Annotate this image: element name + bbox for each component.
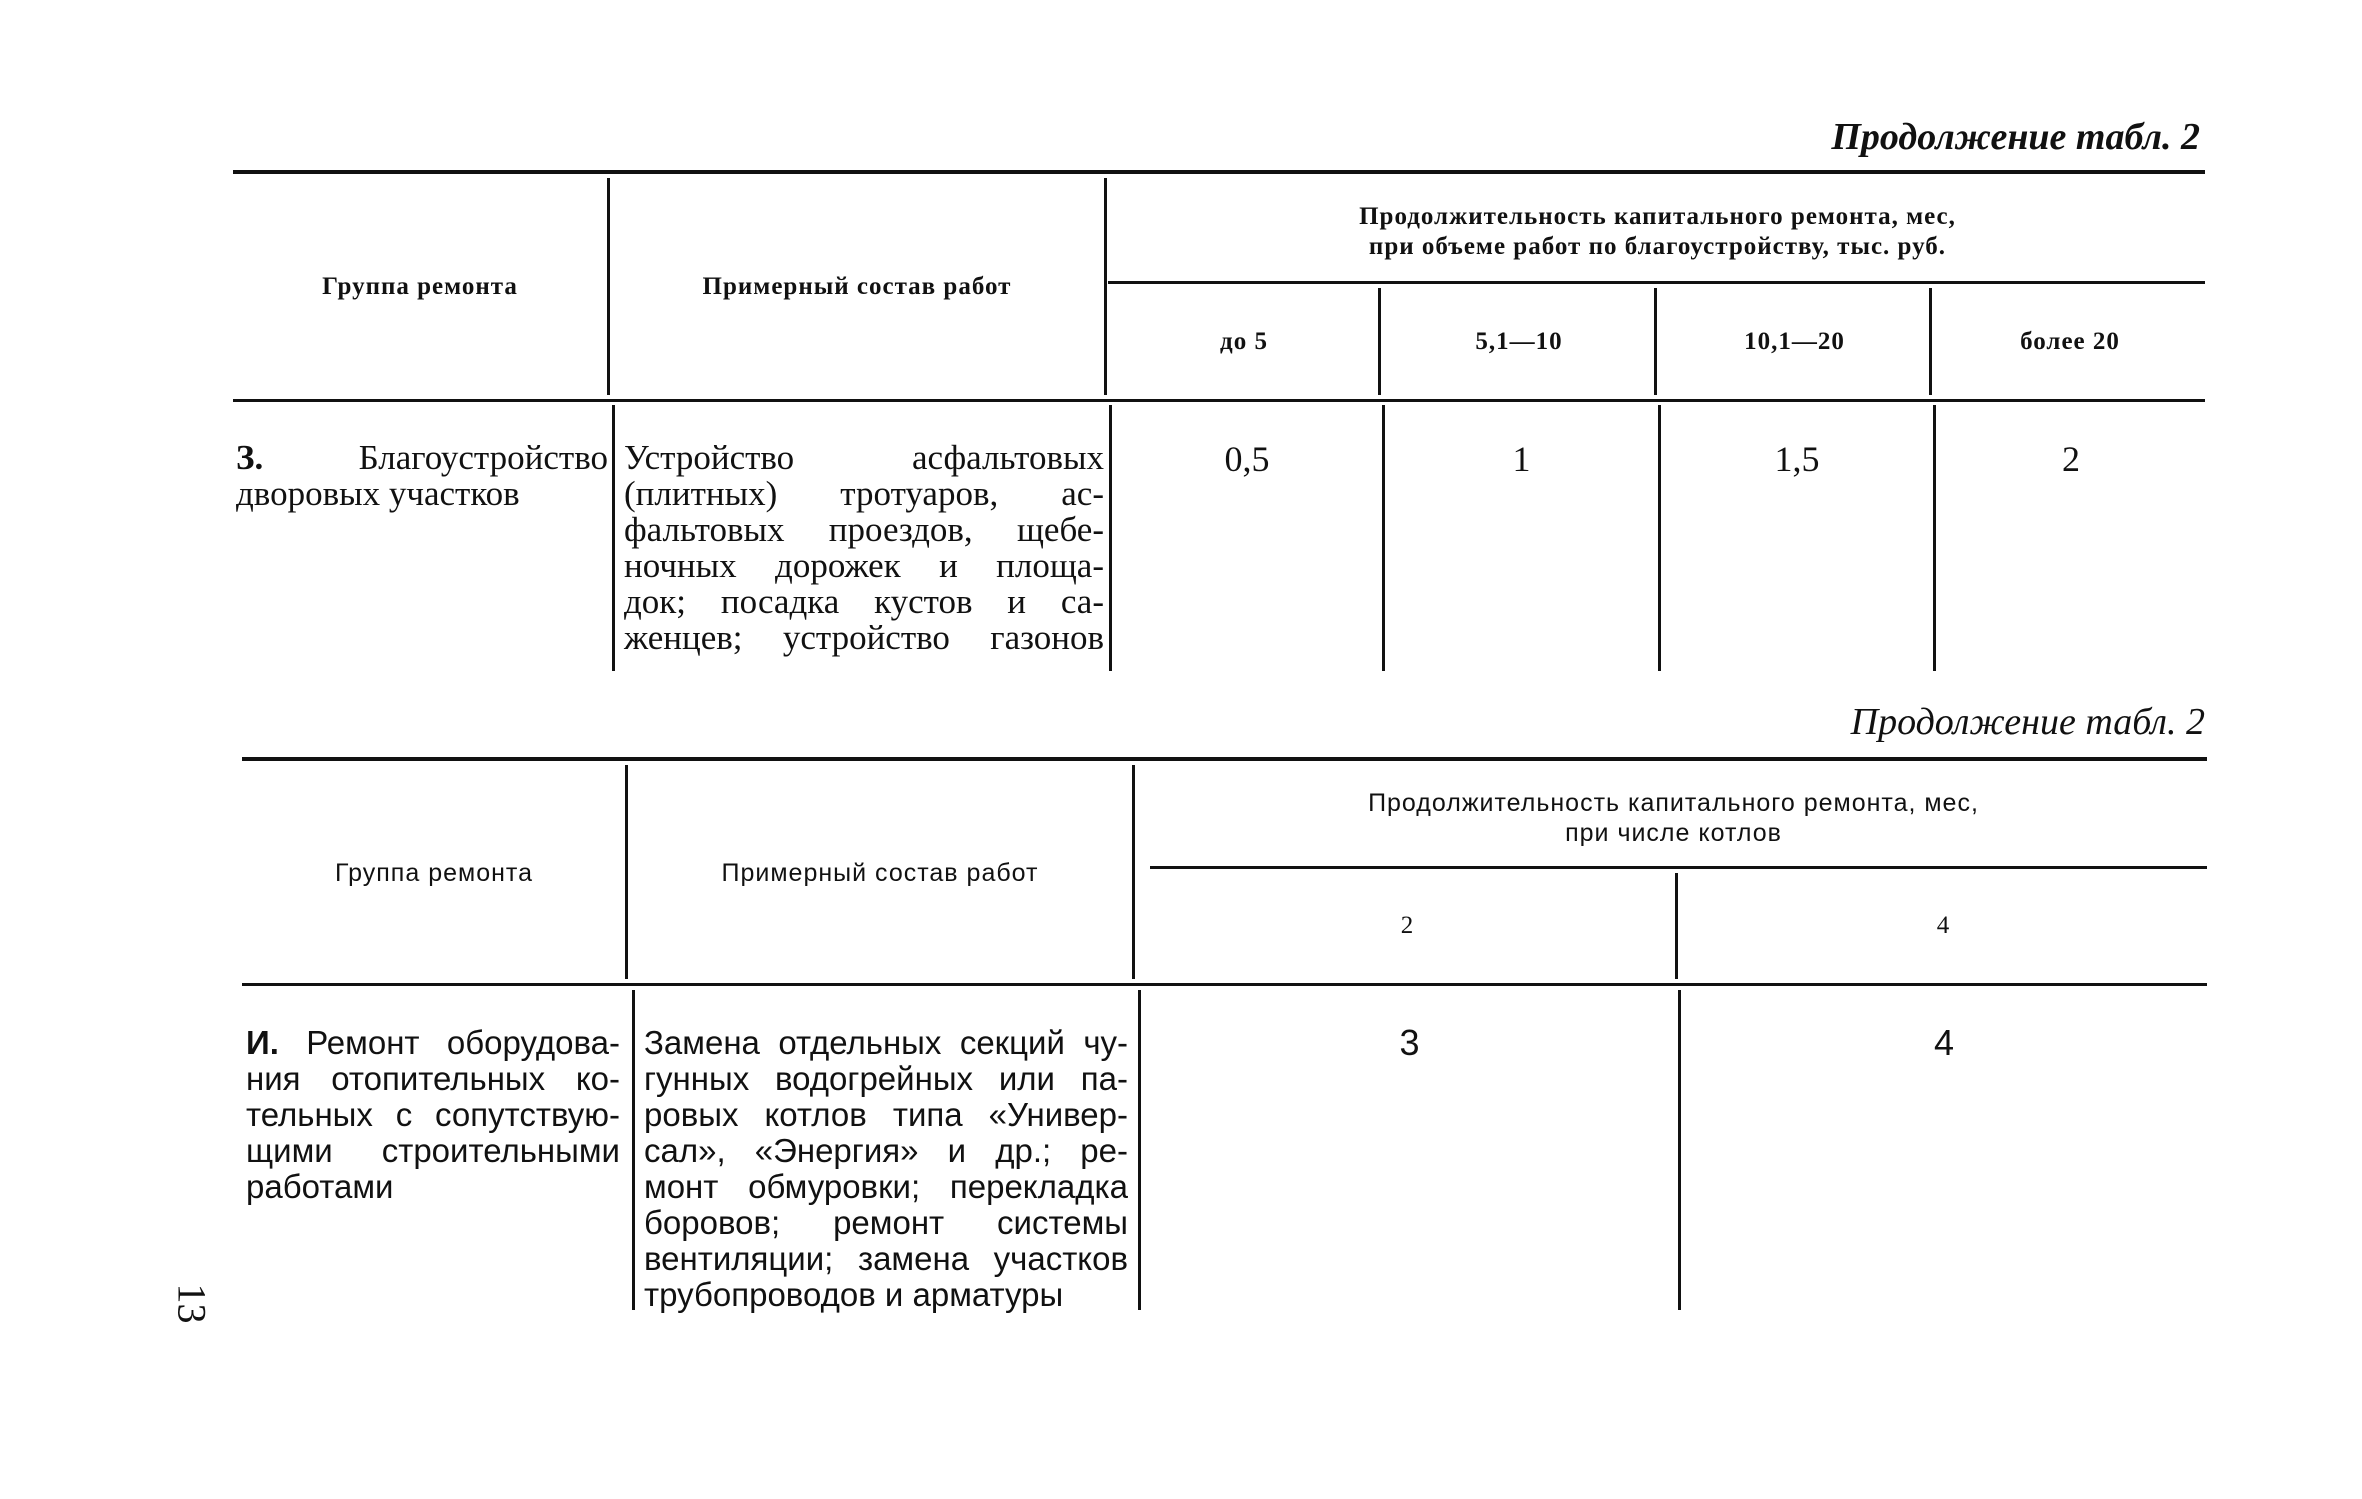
works-line: ровых котлов типа «Универ- [644, 1096, 1128, 1133]
table-2-header-col: 4 [1936, 912, 1951, 939]
works-line: женцев; устройство газонов [624, 618, 1104, 657]
table-1-row-works [624, 440, 1104, 656]
works-line: Замена отдельных секций чу- [644, 1024, 1128, 1061]
table-1-col-divider [1104, 178, 1107, 395]
table-1-header-group: Группа ремонта [322, 273, 518, 300]
table-2-header-col: 2 [1400, 912, 1415, 939]
table-2-group-line: тельных с сопутствую- [246, 1096, 620, 1133]
table-1-header-duration-line1: Продолжительность капитального ремонта, мес, [1359, 203, 1956, 230]
table-2-group-line: Ремонт оборудова- [306, 1024, 620, 1061]
works-line: фальтовых проездов, щебе- [624, 510, 1104, 549]
table-2-value: 4 [1933, 1022, 1955, 1063]
table-2-header-duration-line1: Продолжительность капитального ремонта, мес, [1368, 789, 1979, 817]
table-2-header-duration-line2: при числе котлов [1565, 819, 1782, 847]
table-2-group-line: работами [246, 1168, 394, 1205]
table-1-value: 0,5 [1224, 439, 1270, 479]
table-1-header-col: более 20 [2020, 328, 2120, 355]
table-2-value: 3 [1399, 1022, 1420, 1063]
works-line: вентиляции; замена участков [644, 1240, 1128, 1277]
table-1-header-works: Примерный состав работ [702, 273, 1012, 300]
works-line: боровов; ремонт системы [644, 1204, 1128, 1241]
table-2-header-group: Группа ремонта [335, 858, 533, 887]
table-1-subheader-rule [1108, 281, 2205, 284]
table-1-col-divider [612, 405, 615, 671]
table-2-group-line: щими строительными [246, 1132, 620, 1169]
table-1-top-rule [233, 170, 2205, 174]
table-1-value: 1 [1512, 439, 1531, 479]
table-2-header-rule [242, 983, 2207, 986]
table-1-row-group [236, 440, 608, 512]
table-1-header-rule [233, 399, 2205, 402]
table-2-col-divider [1675, 873, 1678, 979]
table-2-col-divider [625, 765, 628, 979]
table-1-header-col: 5,1—10 [1475, 328, 1563, 355]
table-2-row-works [644, 1025, 1128, 1313]
table-1-col-divider [1929, 288, 1932, 395]
table-2-top-rule [242, 757, 2207, 761]
table-1-value: 2 [2062, 439, 2080, 479]
table-2-header-duration [1140, 778, 2207, 858]
works-line: монт обмуровки; перекладка [644, 1168, 1128, 1205]
table-1-caption: Продолжение табл. 2 [1831, 116, 2200, 158]
table-2-group-number: И. [246, 1024, 279, 1061]
table-1-header-duration [1110, 192, 2205, 272]
table-1-value: 1,5 [1774, 439, 1820, 479]
table-2-caption: Продолжение табл. 2 [1850, 701, 2205, 743]
table-1-header-duration-line2: при объеме работ по благоустройству, тыс. руб. [1368, 233, 1947, 260]
works-line: Устройство асфальтовых [624, 438, 1104, 477]
works-line: ночных дорожек и площа- [624, 546, 1104, 585]
table-1-col-divider [607, 178, 610, 395]
table-1-col-divider [1654, 288, 1657, 395]
works-line: трубопроводов и арматуры [644, 1276, 1064, 1313]
table-1-col-divider [1378, 288, 1381, 395]
works-line: сал», «Энергия» и др.; ре- [644, 1132, 1128, 1169]
works-line: (плитных) тротуаров, ас- [624, 474, 1104, 513]
table-2-col-divider [1132, 765, 1135, 979]
table-1-group-line: дворовых участков [236, 474, 520, 513]
table-2-group-line: ния отопительных ко- [246, 1060, 620, 1097]
table-1-header-col: до 5 [1220, 328, 1268, 355]
table-2-col-divider [632, 990, 635, 1310]
table-2-subheader-rule [1150, 866, 2207, 869]
table-2-row-group [246, 1025, 620, 1205]
table-1-header-col: 10,1—20 [1744, 328, 1845, 355]
works-line: док; посадка кустов и са- [624, 582, 1104, 621]
page-number: 13 [169, 1283, 215, 1324]
table-2-header-works: Примерный состав работ [721, 858, 1039, 887]
works-line: гунных водогрейных или па- [644, 1060, 1128, 1097]
table-1-group-number: З. [236, 438, 264, 477]
table-1-group-line: Благоустройство [358, 438, 608, 477]
